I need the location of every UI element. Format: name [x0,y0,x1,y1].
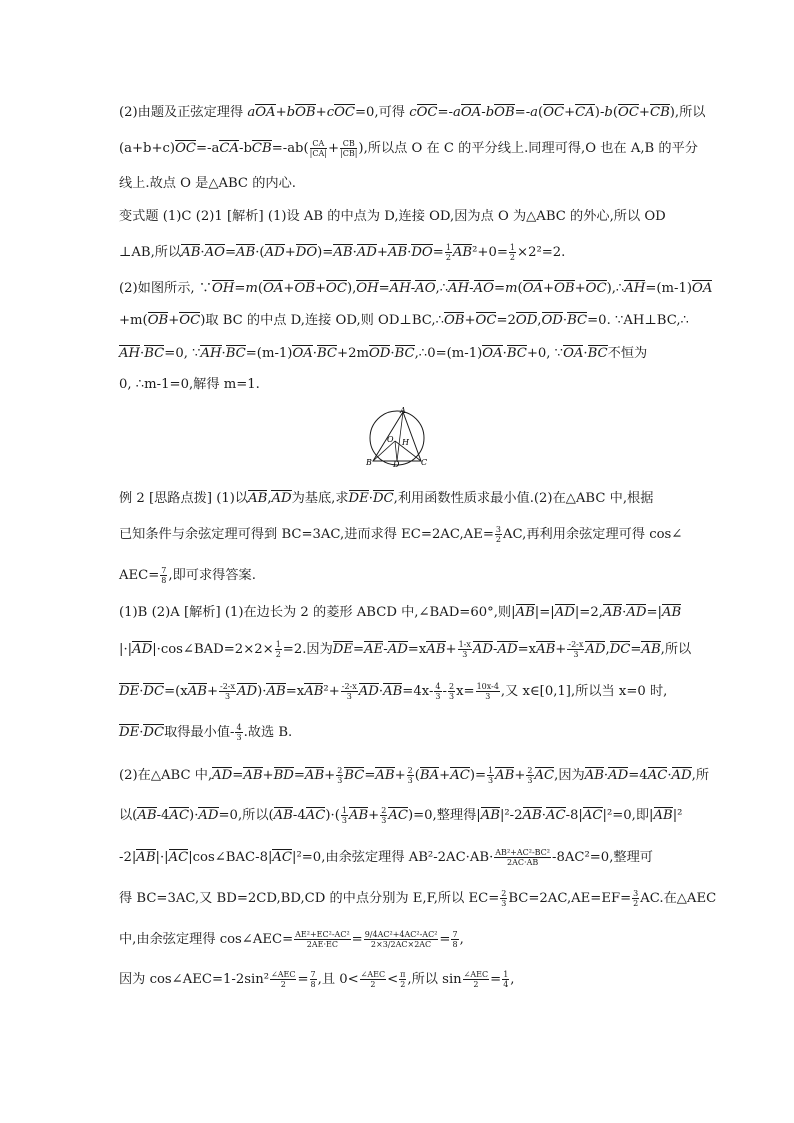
fraction: $\frac{2}{3}$ [381,806,387,825]
segment-od [395,441,397,461]
text: , [510,972,515,987]
para-2-line-3: 线上.故点 O 是△ABC 的内心. [119,176,296,191]
text: ,所以 [674,105,706,120]
para-4-line-1: (2)在△ABC 中,AD=AB+BD=AB+ $\frac{2}{3}$ BC=AB+ $\frac{2}{3}$ (BA+AC)= $\frac{1}{3}$ AB+ $\frac{2}{3}$ AC,因为AB·AD=4AC·AD,所 [119,766,710,785]
text: (2)由题及正弦定理得 [119,105,248,120]
text: =0, ∵ [164,346,201,361]
text: -b [239,141,252,156]
label-h: H [402,438,409,447]
text: =-ab [271,141,304,156]
para-3-line-2: +m(OB+OC)取 BC 的中点 D,连接 OD,则 OD⊥BC,∴OB+OC=2OD,OD·BC=0. ∵AH⊥BC,∴ [119,313,689,328]
text: )取 BC 的中点 D,连接 OD,则 OD⊥BC,∴ [200,313,444,328]
fraction: $\frac{2}{3}$ [501,889,507,908]
variant-line-1: 变式题 (1)C (2)1 [解析] (1)设 AB 的中点为 D,连接 OD,因为点 O 为△ABC 的外心,所以 OD [119,209,666,224]
fraction: $\frac{-2-x}{3}$ [568,640,584,659]
label-b: B [366,458,372,467]
para-3-line-1: (2)如图所示, ∵OH=m(OA+OB+OC),OH=AH-AO,∴AH-AO=m(OA+OB+OC),∴AH=(m-1)OA [119,281,713,296]
text: |·cos∠BAD=2×2× [152,642,274,657]
para-2-line-2: (a+b+c)OC=-aCA-bCB=-ab( $\frac{CA}{|CA|}$ + $\frac{CB}{|CB|}$ ),所以点 O 在 C 的平分线上.同理可得,O 也在 A,B 的平分 [119,139,698,158]
text: ⊥AB,所以 [119,245,182,260]
text: =x [285,684,305,699]
text: AC.在△AEC [640,891,717,906]
text: = [297,972,309,987]
fraction: $\frac{7}{8}$ [310,970,316,989]
text: 取得最小值- [164,725,235,740]
para-4-line-3: -2|AB|·|AC|cos∠BAC-8|AC|²=0,由余弦定理得 AB²-2AC·AB· $\frac{\text{AB²+AC²-BC²}}{2AC\cdot AB}$ -8AC²=0,整理可 [119,848,653,867]
text: |²-2 [499,808,523,823]
text: , [459,932,464,947]
answer-line-2: |·|AD|·cos∠BAD=2×2× $\frac{1}{2}$ =2.因为DE=AE-AD=xAB+ $\frac{1-x}{3}$ AD-AD=xAB+ $\frac{-2-x}{3}$ AD,DC=AB,所以 [119,640,692,659]
para-3-line-3: AH·BC=0, ∵AH·BC=(m-1)OA·BC+2mOD·BC,∴0=(m-1)OA·BC+0, ∵OA·BC不恒为 [119,346,648,361]
text: |=2, [574,605,603,620]
text: |² [672,808,683,823]
fraction: $\frac{\text{AE²+EC²-AC²}}{2AE\cdot EC}$ [295,930,350,949]
text: (2)如图所示, ∵ [119,281,213,296]
text: ,又 x∈[0,1],所以当 x=0 时, [500,684,668,699]
fraction: $\frac{\text{∠AEC}}{2}$ [463,970,489,989]
text: 因为 cos∠AEC=1-2sin² [119,972,270,987]
text: ,所以 sin [407,972,462,987]
para-4-line-4 [119,889,717,908]
text: .故选 B. [243,725,293,740]
para-4-line-5 [119,930,679,949]
text: =0. ∵AH⊥BC,∴ [587,313,689,328]
text: -8| [565,808,583,823]
text: =2.因为 [282,642,333,657]
fraction: $\frac{2}{3}$ [527,766,533,785]
text: (a+b+c) [119,141,176,156]
para-4-line-2: 以(AB-4AC)·AD=0,所以(AB-4AC)·( $\frac{1}{3}$ AB+ $\frac{2}{3}$ AC)=0,整理得|AB|²-2AB·AC-8|AC|²=0,即|AB|² [119,806,683,825]
text: |·| [119,642,133,657]
fraction: $\frac{\text{∠AEC}}{2}$ [360,970,386,989]
text: 得 BC=3AC,又 BD=2CD,BD,CD 的中点分别为 E,F,所以 EC= [119,891,500,906]
variant-line-2: ⊥AB,所以AB·AO=AB·(AD+DO)=AB·AD+AB·DO= $\frac{1}{2}$ AB²+0= $\frac{1}{2}$ ×2²=2. [119,243,566,262]
text: |cos∠BAC-8| [188,850,273,865]
para-3-line-4: 0, ∴m-1=0,解得 m=1. [119,377,260,392]
example-2-line-3 [119,566,679,585]
text: 已知条件与余弦定理可得到 BC=3AC,进而求得 EC=2AC,AE= [119,527,494,542]
text: < [387,972,399,987]
text: =| [646,605,662,620]
text: = [439,932,451,947]
text: ,因为 [554,768,585,783]
text: = [490,972,502,987]
text: ,且 0< [317,972,359,987]
answer-line-4: DE·DC取得最小值- $\frac{4}{3}$ .故选 B. [119,723,293,742]
text: (1)B (2)A [解析] (1)在边长为 2 的菱形 ABCD 中,∠BAD=60°,则| [119,605,516,620]
text: =4 [628,768,648,783]
fraction: $\frac{2}{3}$ [448,682,455,701]
fraction: $\frac{7}{8}$ [161,566,167,585]
text: ,即可求得答案. [168,568,256,583]
text: =-a [196,141,220,156]
triangle-circle-figure [366,405,428,467]
fraction: $\frac{2}{3}$ [337,766,343,785]
answer-line-3: DE·DC=(xAB+ $\frac{-2-x}{3}$ AD)·AB=xAB²+ $\frac{-2-x}{3}$ AD·AB=4x- $\frac{4}{3}$ - $\frac{2}{3}$ x= $\frac{10x-4}{3}$ ,又 x∈[0,1],所以当 x=0 时, [119,682,668,701]
segment-bo [373,441,395,461]
text: = [351,932,363,947]
text: BC=2AC,AE=EF= [508,891,632,906]
triangle [373,412,421,461]
fraction: $\frac{CB}{|CB|}$ [340,139,358,158]
text: ×2²=2. [517,245,566,260]
text: 中,由余弦定理得 cos∠AEC= [119,932,294,947]
text: AEC= [119,568,160,583]
fraction: $\frac{2}{3}$ [407,766,413,785]
text: (2)在△ABC 中, [119,768,213,783]
label-a: A [400,406,406,415]
fraction: $\frac{\text{9/4AC²+4AC²-AC²}}{2\times 3/2AC\times 2AC}$ [364,930,438,949]
fraction: $\frac{4}{3}$ [435,682,441,701]
fraction: $\frac{1}{3}$ [341,806,347,825]
label-d: D [393,460,400,467]
text: AC,再利用余弦定理可得 cos∠ [502,527,683,542]
text: ,∴ [435,281,449,296]
text: 不恒为 [607,346,648,361]
fraction: $\frac{\text{AB²+AC²-BC²}}{2AC\cdot AB}$ [495,848,551,867]
text: ,利用函数性质求最小值.(2)在△ABC 中,根据 [393,491,654,506]
fraction: $\frac{1-x}{3}$ [458,640,471,659]
fraction: $\frac{\text{∠AEC}}{2}$ [271,970,296,989]
text: =x [407,642,427,657]
text: |²=0,即| [602,808,654,823]
text: 为基底,求 [291,491,349,506]
label-o: O [387,435,394,444]
fraction: $\frac{3}{2}$ [495,525,501,544]
fraction: $\frac{-2-x}{3}$ [341,682,357,701]
text: =(m-1) [645,281,693,296]
fraction: $\frac{1}{2}$ [509,243,516,262]
text: +0, ∵ [526,346,564,361]
text: |²=0,由余弦定理得 AB²-2AC·AB· [292,850,494,865]
fraction: $\frac{3}{2}$ [633,889,639,908]
text: +m( [119,313,148,328]
example-2-line-2 [119,525,683,544]
altitude-line [397,412,403,461]
fraction: $\frac{-2-x}{3}$ [220,682,236,701]
text: -2| [119,850,137,865]
text: =0,所以( [218,808,274,823]
text: ,∴0=(m-1) [414,346,483,361]
fraction: $\frac{10x-4}{3}$ [476,682,499,701]
fraction: $\frac{1}{4}$ [503,970,509,989]
fraction: $\frac{\pi}{2}$ [400,970,406,989]
text: -8AC²=0,整理可 [552,850,653,865]
para-2-line-1: (2)由题及正弦定理得 aOA+bOB+cOC=0,可得 cOC=-aOA-bOB=-a(OC+CA)-b(OC+CB),所以 [119,105,706,120]
example-2-line-1: 例 2 [思路点拨] (1)以AB,AD为基底,求DE·DC,利用函数性质求最小值.(2)在△ABC 中,根据 [119,491,654,506]
text: ,所以点 O 在 C 的平分线上.同理可得,O 也在 A,B 的平分 [363,141,698,156]
fraction: $\frac{CA}{|CA|}$ [309,139,327,158]
text: |·| [155,850,169,865]
text: +2m [337,346,369,361]
fraction: $\frac{1}{3}$ [488,766,494,785]
text: 以( [119,808,138,823]
text: =0,可得 [354,105,410,120]
label-c: C [421,458,428,467]
text: =4x- [402,684,434,699]
fraction: $\frac{7}{8}$ [452,930,458,949]
para-4-line-6 [119,970,679,989]
answer-line-1: (1)B (2)A [解析] (1)在边长为 2 的菱形 ABCD 中,∠BAD=60°,则|AB|=|AD|=2,AB·AD=|AB [119,605,682,620]
fraction: $\frac{4}{3}$ [236,723,242,742]
text: |=| [534,605,555,620]
text: ,所以 [660,642,692,657]
text: 例 2 [思路点拨] (1)以 [119,491,249,506]
text: +0= [477,245,508,260]
fraction: $\frac{1}{2}$ [275,640,281,659]
text: =0,整理得| [413,808,481,823]
fraction: $\frac{1}{2}$ [445,243,451,262]
text: ,所 [691,768,710,783]
text: x= [456,684,475,699]
